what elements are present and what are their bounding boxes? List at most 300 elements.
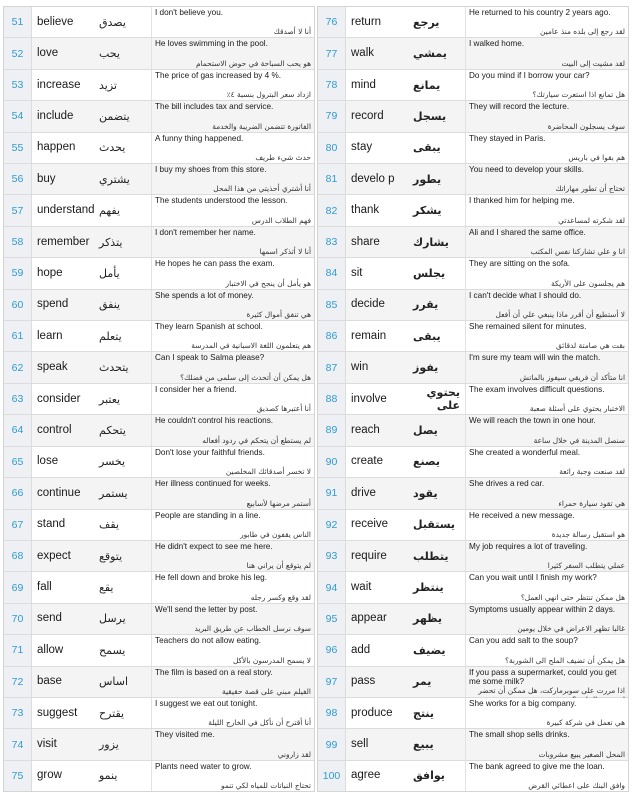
row-number: 92 — [318, 510, 346, 540]
english-word: win — [351, 361, 369, 374]
english-word: love — [37, 47, 59, 60]
example-cell — [465, 290, 628, 320]
example-sentence-arabic: لقد زاروني — [277, 749, 311, 759]
english-word: speak — [37, 361, 68, 374]
example-cell — [151, 604, 314, 634]
example-sentence-english: A funny thing happened. — [155, 133, 244, 143]
example-sentence-arabic: هي تنفق أموال كثيرة — [246, 310, 311, 320]
arabic-word: يبقى — [413, 141, 441, 155]
arabic-word: يستمر — [99, 486, 128, 500]
example-sentence-english: He loves swimming in the pool. — [155, 39, 268, 49]
english-word: mind — [351, 78, 376, 91]
example-sentence-arabic: سنصل المدينة في خلال ساعة — [533, 435, 625, 445]
row-number: 58 — [4, 227, 32, 257]
example-sentence-arabic: تحتاج النباتات للمياه لكي تنمو — [221, 781, 311, 791]
example-sentence-english: She works for a big company. — [469, 698, 577, 708]
example-sentence-english: They learn Spanish at school. — [155, 322, 263, 332]
example-sentence-arabic: لقد شكرته لمساعدتي — [558, 215, 625, 225]
example-cell — [465, 101, 628, 131]
example-sentence-arabic: هو استقبل رسالة جديدة — [551, 529, 625, 539]
english-word: stand — [37, 518, 66, 531]
vocab-row — [4, 164, 314, 195]
vocab-row — [4, 384, 314, 415]
example-sentence-english: He returned to his country 2 years ago. — [469, 8, 611, 17]
vocab-row — [318, 321, 628, 352]
english-word: walk — [351, 47, 375, 60]
arabic-word: اساس — [99, 675, 129, 689]
example-sentence-english: I can't decide what I should do. — [469, 290, 582, 300]
arabic-word: يصل — [413, 423, 438, 437]
arabic-word: يشارك — [413, 235, 449, 249]
example-sentence-english: I walked home. — [469, 39, 525, 49]
example-cell — [151, 698, 314, 728]
example-cell — [465, 415, 628, 445]
vocab-row — [318, 415, 628, 446]
example-sentence-english: I suggest we eat out tonight. — [155, 698, 258, 708]
arabic-word: يرجع — [413, 15, 440, 29]
example-sentence-english: Can you add salt to the soup? — [469, 636, 578, 646]
english-word: remain — [351, 329, 387, 342]
example-sentence-english: Plants need water to grow. — [155, 761, 252, 771]
arabic-word: يقع — [99, 581, 114, 595]
arabic-word: ينتج — [413, 706, 435, 720]
arabic-word: يفوز — [413, 361, 439, 375]
vocab-row — [318, 101, 628, 132]
example-cell — [465, 447, 628, 477]
row-number: 75 — [4, 761, 32, 791]
row-number: 63 — [4, 384, 32, 414]
row-number: 91 — [318, 478, 346, 508]
example-sentence-english: If you pass a supermarket, could you get me some milk? — [469, 667, 617, 686]
row-number: 82 — [318, 195, 346, 225]
example-sentence-english: She drives a red car. — [469, 479, 545, 489]
example-sentence-english: Teachers do not allow eating. — [155, 636, 262, 646]
row-number: 66 — [4, 478, 32, 508]
example-sentence-arabic: الفيلم مبني على قصة حقيقية — [221, 686, 311, 696]
arabic-word: يتحدث — [99, 361, 129, 375]
example-sentence-english: The bill includes tax and service. — [155, 102, 274, 112]
example-sentence-english: I'm sure my team will win the match. — [469, 353, 601, 363]
vocab-row — [4, 321, 314, 352]
row-number: 51 — [4, 7, 32, 37]
example-sentence-english: Don't lose your faithful friends. — [155, 447, 265, 457]
arabic-word: يطور — [413, 172, 442, 186]
vocab-table-left — [3, 6, 315, 792]
example-cell — [151, 133, 314, 163]
row-number: 69 — [4, 572, 32, 602]
arabic-word: يمشي — [413, 47, 447, 61]
vocab-row — [4, 667, 314, 698]
english-word: add — [351, 643, 371, 656]
example-sentence-english: I buy my shoes from this store. — [155, 165, 267, 175]
example-sentence-arabic: عملي يتطلب السفر كثيرا — [547, 561, 625, 571]
example-cell — [465, 478, 628, 508]
arabic-word: يقرر — [413, 298, 439, 312]
row-number: 61 — [4, 321, 32, 351]
example-cell — [465, 541, 628, 571]
example-sentence-arabic: هم يجلسون على الأريكة — [551, 278, 625, 288]
example-sentence-english: Can I speak to Salma please? — [155, 353, 265, 363]
vocab-row — [318, 541, 628, 572]
english-word: record — [351, 109, 384, 122]
arabic-word: يقترح — [99, 706, 125, 720]
vocab-row — [4, 7, 314, 38]
example-cell — [151, 352, 314, 382]
english-word: spend — [37, 298, 69, 311]
row-number: 79 — [318, 101, 346, 131]
english-word: believe — [37, 15, 74, 28]
vocab-row — [4, 258, 314, 289]
example-sentence-english: I thanked him for helping me. — [469, 196, 575, 206]
vocab-row — [318, 227, 628, 258]
arabic-word: يحتوي على — [426, 386, 460, 413]
example-sentence-arabic: فهم الطلاب الدرس — [251, 215, 311, 225]
row-number: 97 — [318, 667, 346, 697]
row-number: 65 — [4, 447, 32, 477]
example-sentence-english: He received a new message. — [469, 510, 575, 520]
example-cell — [465, 133, 628, 163]
row-number: 57 — [4, 195, 32, 225]
arabic-word: يسمح — [99, 643, 126, 657]
vocab-row — [4, 572, 314, 603]
vocab-row — [4, 101, 314, 132]
example-sentence-english: I consider her a friend. — [155, 384, 237, 394]
vocab-row — [318, 635, 628, 666]
arabic-word: يبقى — [413, 329, 441, 343]
example-sentence-english: People are standing in a line. — [155, 510, 261, 520]
arabic-word: يحب — [99, 47, 120, 61]
example-cell — [151, 761, 314, 791]
vocab-row — [318, 195, 628, 226]
row-number: 99 — [318, 729, 346, 759]
example-cell — [151, 101, 314, 131]
example-sentence-arabic: أنا أقترح أن نأكل في الخارج الليلة — [208, 718, 311, 728]
english-word: create — [351, 455, 383, 468]
vocab-row — [318, 258, 628, 289]
example-cell — [465, 510, 628, 540]
example-sentence-english: I don't remember her name. — [155, 227, 256, 237]
example-sentence-english: Do you mind if I borrow your car? — [469, 70, 590, 80]
row-number: 83 — [318, 227, 346, 257]
row-number: 67 — [4, 510, 32, 540]
example-sentence-english: She spends a lot of money. — [155, 290, 254, 300]
example-sentence-english: The film is based on a real story. — [155, 667, 273, 677]
english-word: learn — [37, 329, 63, 342]
example-cell — [465, 7, 628, 37]
example-sentence-english: They will record the lecture. — [469, 102, 570, 112]
example-sentence-arabic: لقد صنعت وجبة رائعة — [559, 467, 625, 477]
example-sentence-arabic: هي تقود سيارة حمراء — [558, 498, 625, 508]
vocab-row — [318, 70, 628, 101]
example-sentence-arabic: هم بقوا في باريس — [568, 153, 625, 163]
vocab-row — [4, 698, 314, 729]
vocab-row — [4, 510, 314, 541]
row-number: 98 — [318, 698, 346, 728]
example-sentence-arabic: سوف نرسل الخطاب عن طريق البريد — [194, 624, 311, 634]
arabic-word: يبيع — [413, 738, 434, 752]
example-cell — [151, 290, 314, 320]
english-word: understand — [37, 204, 95, 217]
row-number: 86 — [318, 321, 346, 351]
vocab-row — [318, 604, 628, 635]
vocab-row — [4, 195, 314, 226]
example-sentence-arabic: لا أستطيع أن أقرر ماذا ينبغي علي أن أفعل — [495, 310, 625, 320]
example-sentence-arabic: لقد رجع إلى بلده منذ عامين — [540, 27, 625, 37]
example-cell — [151, 258, 314, 288]
example-sentence-arabic: أنا أشتري أحذيتي من هذا المحل — [213, 184, 311, 194]
row-number: 60 — [4, 290, 32, 320]
example-cell — [465, 70, 628, 100]
example-sentence-arabic: اذا مررت على سوبرماركت، هل ممكن أن تحضر — [478, 685, 625, 695]
row-number: 93 — [318, 541, 346, 571]
vocab-row — [4, 352, 314, 383]
example-sentence-english: We will reach the town in one hour. — [469, 416, 596, 426]
example-sentence-arabic: هل يمكن أن تضيف الملح الى الشوربة؟ — [505, 655, 625, 665]
english-word: consider — [37, 392, 81, 405]
english-word: happen — [37, 141, 76, 154]
english-word: produce — [351, 706, 393, 719]
arabic-word: ينمو — [99, 769, 118, 783]
row-number: 80 — [318, 133, 346, 163]
example-sentence-arabic: أنا لا أصدقك — [273, 27, 311, 37]
row-number: 78 — [318, 70, 346, 100]
example-cell — [151, 164, 314, 194]
row-number: 56 — [4, 164, 32, 194]
example-sentence-arabic: تحتاج أن تطور مهاراتك — [555, 184, 625, 194]
vocab-row — [4, 447, 314, 478]
arabic-word: يوافق — [413, 769, 445, 783]
vocab-row — [318, 133, 628, 164]
row-number: 94 — [318, 572, 346, 602]
example-sentence-arabic: هم يتعلمون اللغة الاسبانية في المدرسة — [191, 341, 311, 351]
vocab-row — [318, 447, 628, 478]
example-sentence-arabic: غالبا تظهر الاعراض في خلال يومين — [517, 624, 625, 634]
example-sentence-english: She remained silent for minutes. — [469, 322, 587, 332]
vocab-row — [318, 572, 628, 603]
example-sentence-arabic: الناس يقفون في طابور — [240, 529, 311, 539]
vocab-row — [318, 352, 628, 383]
example-sentence-arabic: لم يتوقع أن يراني هنا — [246, 561, 311, 571]
example-sentence-english: He couldn't control his reactions. — [155, 416, 274, 426]
vocab-row — [4, 227, 314, 258]
english-word: reach — [351, 423, 380, 436]
english-word: allow — [37, 643, 64, 656]
example-sentence-english: Ali and I shared the same office. — [469, 227, 586, 237]
example-cell — [151, 667, 314, 697]
arabic-word: يسجل — [413, 109, 447, 123]
example-sentence-arabic: لم يستطع أن يتحكم في ردود أفعاله — [202, 435, 311, 445]
arabic-word: يتعلم — [99, 329, 122, 343]
example-sentence-english: The small shop sells drinks. — [469, 730, 570, 740]
example-sentence-arabic: الفاتورة تتضمن الضريبة والخدمة — [212, 121, 311, 131]
vocab-row — [318, 7, 628, 38]
row-number: 74 — [4, 729, 32, 759]
english-word: visit — [37, 738, 57, 751]
vocab-row — [318, 164, 628, 195]
example-sentence-arabic: المحل الصغير يبيع مشروبات — [538, 749, 625, 759]
row-number: 95 — [318, 604, 346, 634]
vocab-row — [318, 38, 628, 69]
row-number: 53 — [4, 70, 32, 100]
vocab-row — [4, 541, 314, 572]
vocab-table-right — [317, 6, 629, 792]
row-number: 77 — [318, 38, 346, 68]
row-number: 73 — [4, 698, 32, 728]
example-cell — [465, 258, 628, 288]
arabic-word: ينفق — [99, 298, 121, 312]
row-number: 87 — [318, 352, 346, 382]
english-word: sit — [351, 266, 363, 279]
arabic-word: يمانع — [413, 78, 441, 92]
english-word: receive — [351, 518, 389, 531]
vocab-row — [4, 635, 314, 666]
example-sentence-arabic: أنا أعتبرها كصديق — [256, 404, 311, 414]
example-sentence-english: He fell down and broke his leg. — [155, 573, 267, 583]
vocab-row — [4, 415, 314, 446]
row-number: 71 — [4, 635, 32, 665]
example-cell — [151, 415, 314, 445]
row-number: 70 — [4, 604, 32, 634]
example-sentence-english: They are sitting on the sofa. — [469, 259, 571, 269]
arabic-word: يتوقع — [99, 549, 123, 563]
english-word: lose — [37, 455, 59, 468]
example-sentence-arabic: لقد وقع وكسر رجله — [250, 592, 311, 602]
english-word: remember — [37, 235, 90, 248]
example-cell — [465, 352, 628, 382]
example-cell — [465, 667, 628, 697]
english-word: decide — [351, 298, 385, 311]
example-sentence-arabic: انا متأكد أن فريقي سيفوز بالماتش — [519, 372, 625, 382]
example-cell — [465, 604, 628, 634]
example-cell — [151, 447, 314, 477]
example-cell — [151, 541, 314, 571]
row-number: 76 — [318, 7, 346, 37]
english-word: stay — [351, 141, 373, 154]
example-cell — [151, 572, 314, 602]
english-word: agree — [351, 769, 381, 782]
row-number: 85 — [318, 290, 346, 320]
example-cell — [151, 384, 314, 414]
english-word: appear — [351, 612, 387, 625]
row-number: 68 — [4, 541, 32, 571]
arabic-word: يقف — [99, 518, 120, 532]
example-cell — [151, 478, 314, 508]
example-cell — [151, 321, 314, 351]
arabic-word: يعتبر — [99, 392, 121, 406]
example-sentence-english: He didn't expect to see me here. — [155, 541, 273, 551]
example-cell — [465, 227, 628, 257]
example-sentence-arabic: هل يمكن أن أتحدث إلى سلمى من فضلك؟ — [180, 372, 311, 382]
arabic-word: يتطلب — [413, 549, 449, 563]
arabic-word: يشتري — [99, 172, 130, 186]
arabic-word: يقود — [413, 486, 438, 500]
example-cell — [465, 572, 628, 602]
example-cell — [151, 38, 314, 68]
english-word: thank — [351, 204, 380, 217]
example-sentence-english: They visited me. — [155, 730, 215, 740]
english-word: return — [351, 15, 382, 28]
arabic-word: يمر — [413, 675, 432, 689]
english-word: require — [351, 549, 387, 562]
english-word: buy — [37, 172, 56, 185]
arabic-word: يأمل — [99, 266, 120, 280]
vocab-row — [318, 510, 628, 541]
vocab-row — [318, 761, 628, 791]
example-cell — [151, 70, 314, 100]
row-number: 52 — [4, 38, 32, 68]
example-sentence-english: She created a wonderful meal. — [469, 447, 581, 457]
arabic-word: يتضمن — [99, 109, 130, 123]
example-cell — [151, 227, 314, 257]
english-word: expect — [37, 549, 71, 562]
example-sentence-arabic: وافق البنك على اعطائي القرض — [528, 781, 625, 791]
example-cell — [465, 384, 628, 414]
example-sentence-arabic: سوف يسجلون المحاضرة — [547, 121, 625, 131]
english-word: send — [37, 612, 62, 625]
example-sentence-english: The exam involves difficult questions. — [469, 384, 605, 394]
example-sentence-english: He hopes he can pass the exam. — [155, 259, 275, 269]
example-sentence-arabic: هي تعمل في شركة كبيرة — [546, 718, 625, 728]
example-cell — [151, 635, 314, 665]
example-sentence-english: The bank agreed to give me the loan. — [469, 761, 605, 771]
arabic-word: يصنع — [413, 455, 440, 469]
example-cell — [465, 761, 628, 791]
arabic-word: يجلس — [413, 266, 446, 280]
example-sentence-english: We'll send the letter by post. — [155, 604, 258, 614]
english-word: grow — [37, 769, 62, 782]
example-cell — [151, 195, 314, 225]
row-number: 90 — [318, 447, 346, 477]
arabic-word: يتذكر — [99, 235, 123, 249]
example-sentence-arabic: هو يحب السباحة في حوض الاستحمام — [195, 58, 311, 68]
example-sentence-english: The price of gas increased by 4 %. — [155, 70, 282, 80]
arabic-word: يستقبل — [413, 518, 456, 532]
example-sentence-english: Symptoms usually appear within 2 days. — [469, 604, 616, 614]
example-sentence-arabic: حدث شيء طريف — [255, 153, 311, 163]
arabic-word: يضيف — [413, 643, 446, 657]
example-sentence-arabic: هل تمانع اذا استعرت سيارتك؟ — [532, 90, 625, 100]
english-word: include — [37, 109, 74, 122]
vocab-row — [318, 729, 628, 760]
example-cell — [465, 635, 628, 665]
vocab-row — [318, 667, 628, 698]
row-number: 62 — [4, 352, 32, 382]
example-sentence-arabic: لا يسمح المدرسون بالأكل — [232, 655, 311, 665]
arabic-word: يظهر — [413, 612, 442, 626]
row-number: 89 — [318, 415, 346, 445]
english-word: involve — [351, 392, 387, 405]
arabic-word: يشكر — [413, 204, 442, 218]
row-number: 84 — [318, 258, 346, 288]
vocab-row — [318, 698, 628, 729]
row-number: 88 — [318, 384, 346, 414]
english-word: base — [37, 675, 62, 688]
arabic-word: يزور — [99, 738, 119, 752]
arabic-word: يخسر — [99, 455, 126, 469]
example-sentence-arabic: لقد مشيت إلى البيت — [561, 58, 625, 68]
example-cell — [465, 38, 628, 68]
example-sentence-english: Can you wait until I finish my work? — [469, 573, 597, 583]
example-cell — [465, 321, 628, 351]
arabic-word: تزيد — [99, 78, 117, 92]
arabic-word: ينتظر — [413, 581, 444, 595]
vocab-row — [318, 290, 628, 321]
example-sentence-arabic: بقت هي صامتة لدقائق — [556, 341, 625, 351]
vocab-row — [4, 729, 314, 760]
example-sentence-arabic: الاختبار يحتوي على أسئلة صعبة — [529, 404, 625, 414]
example-sentence-arabic: أستمر مرضها لأسابيع — [246, 498, 311, 508]
example-sentence-english: They stayed in Paris. — [469, 133, 546, 143]
